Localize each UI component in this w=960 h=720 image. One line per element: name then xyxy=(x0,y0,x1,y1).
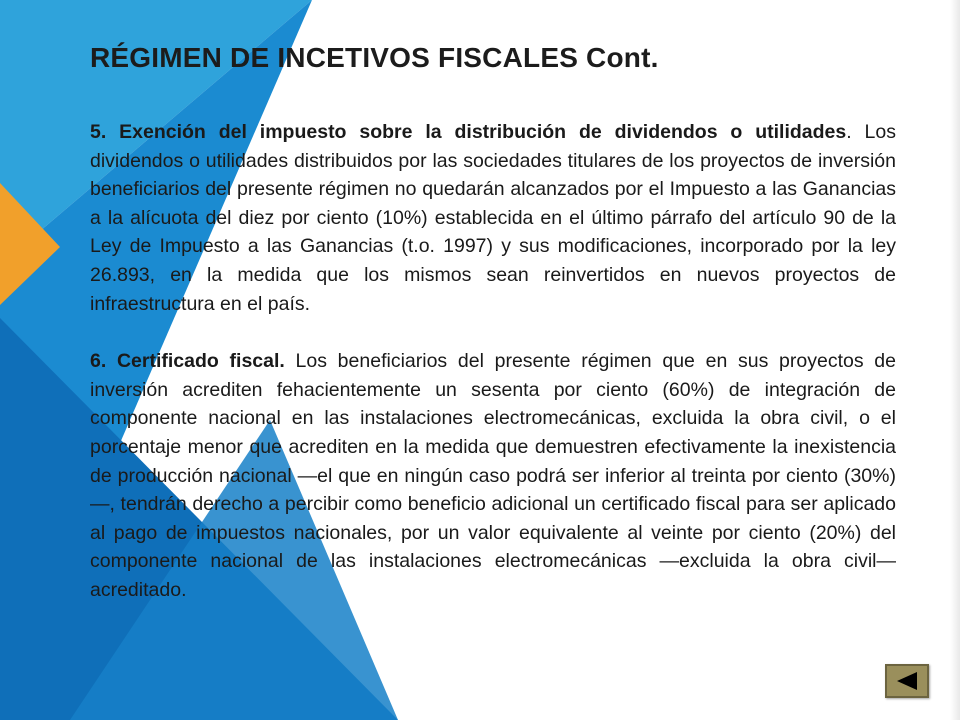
section-5-paragraph xyxy=(90,118,896,318)
back-button[interactable] xyxy=(885,664,929,698)
right-edge-shade xyxy=(950,0,960,720)
section-6-paragraph xyxy=(90,347,896,604)
triangle-left-icon xyxy=(895,671,919,691)
section-6-heading: 6. Certificado fiscal. xyxy=(90,350,285,373)
slide-title: RÉGIMEN DE INCETIVOS FISCALES Cont. xyxy=(90,42,659,73)
section-5-heading: 5. Exención del impuesto sobre la distribución de dividendos o utilidades xyxy=(90,121,847,143)
slide-content xyxy=(90,36,896,605)
section-6-body: Los beneficiarios del presente régimen que en sus proyectos de inversión acrediten fehacientemente un sesenta por ciento (60%) de integración de componente nacional en las instalaciones electromecánicas, excluida la obra civil, o el porcentaje menor que acrediten en la medida que demuestren efectivamente la inexistencia de producción nacional —el que en ningún caso podrá ser inferior al treinta por ciento (30%)—, tendrán derecho a percibir como beneficio adicional un certificado fiscal para ser aplicado al pago de impuestos nacionales, por un valor equivalente al veinte por ciento (20%) del componente nacional de las instalaciones electromecánicas —excluida la obra civil— acreditado. xyxy=(90,350,896,601)
section-5-body: . Los dividendos o utilidades distribuidos por las sociedades titulares de los proyectos de inversión beneficiarios del presente régimen no quedarán alcanzados por el Impuesto a las Ganancias a la alícuota del diez por ciento (10%) establecida en el último párrafo del artículo 90 de la Ley de Impuesto a las Ganancias (t.o. 1997) y sus modificaciones, incorporado por la ley 26.893, en la medida que los mismos sean reinvertidos en nuevos proyectos de infraestructura en el país. xyxy=(90,121,896,315)
